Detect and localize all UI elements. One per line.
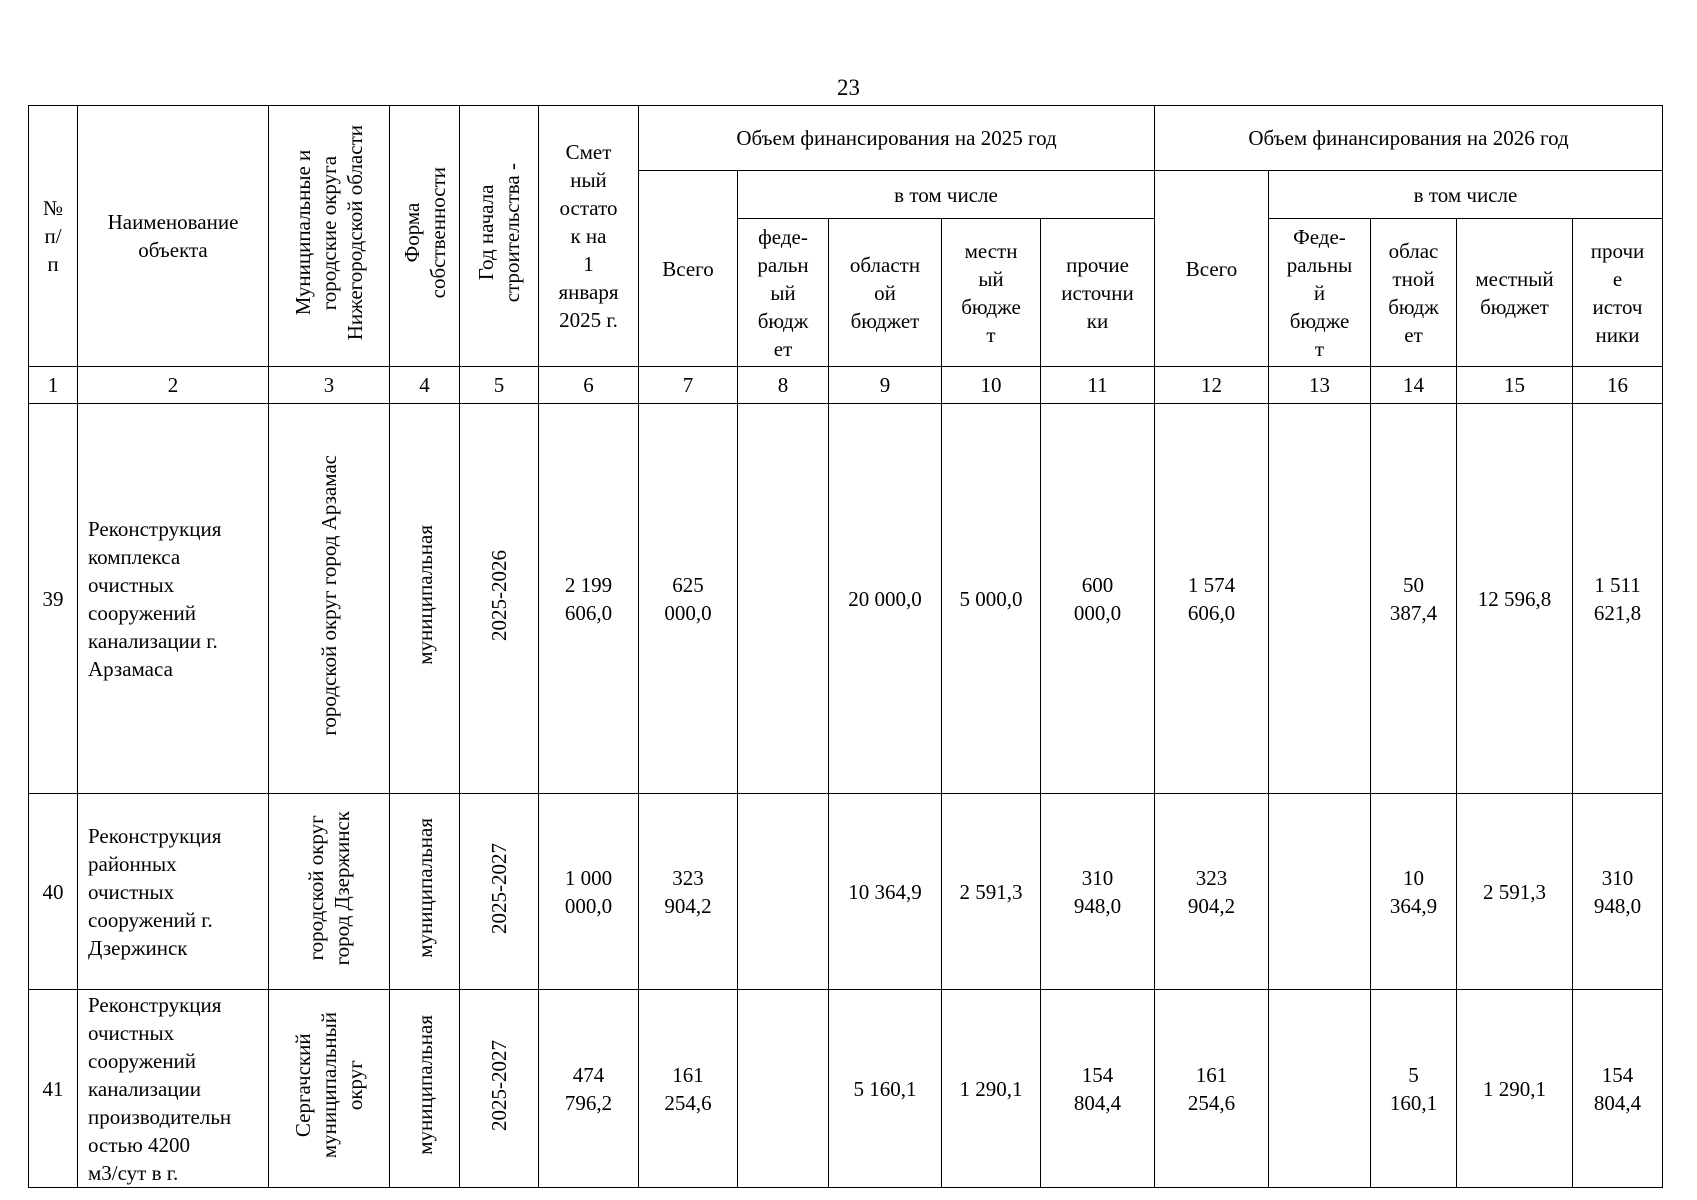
year-cell — [460, 404, 539, 794]
header-col-start-year — [460, 106, 539, 367]
estimate-value: 474 796,2 — [539, 990, 639, 1188]
federal-2026-value — [1269, 404, 1371, 794]
total-2025-value: 625 000,0 — [639, 404, 738, 794]
municipality-label: городской округ город Дзержинск — [304, 810, 354, 966]
regional-2025-value: 20 000,0 — [829, 404, 942, 794]
header-other-2026: прочи е источ ники — [1573, 219, 1663, 367]
header-local-2025: местн ый бюдже т — [942, 219, 1041, 367]
year-label: 2025-2027 — [487, 1039, 511, 1131]
header-col-number: № п/ п — [29, 106, 78, 367]
column-number: 6 — [539, 367, 639, 404]
other-2026-value: 1 511 621,8 — [1573, 404, 1663, 794]
other-2025-value: 154 804,4 — [1041, 990, 1155, 1188]
column-number: 7 — [639, 367, 738, 404]
header-col-ownership — [390, 106, 460, 367]
object-name: Реконструкция очистных сооружений канализации производительн остью 4200 м3/сут в г. — [78, 990, 269, 1188]
header-local-2026: местный бюджет — [1457, 219, 1573, 367]
header-total-2025: Всего — [639, 171, 738, 367]
column-number: 4 — [390, 367, 460, 404]
header-regional-2025: областн ой бюджет — [829, 219, 942, 367]
financing-table — [28, 105, 1663, 1188]
other-2025-value: 310 948,0 — [1041, 794, 1155, 990]
local-2025-value: 2 591,3 — [942, 794, 1041, 990]
header-including-2026: в том числе — [1269, 171, 1663, 219]
ownership-cell — [390, 404, 460, 794]
column-number: 9 — [829, 367, 942, 404]
year-label: 2025-2026 — [487, 549, 511, 641]
regional-2025-value: 10 364,9 — [829, 794, 942, 990]
column-number: 12 — [1155, 367, 1269, 404]
local-2026-value: 12 596,8 — [1457, 404, 1573, 794]
municipality-cell — [269, 990, 390, 1188]
local-2025-value: 5 000,0 — [942, 404, 1041, 794]
object-name: Реконструкция комплекса очистных сооружений канализации г. Арзамаса — [78, 404, 269, 794]
header-start-year-label: Год начала строительства - — [474, 162, 524, 303]
header-col-name: Наименование объекта — [78, 106, 269, 367]
header-col-municipality — [269, 106, 390, 367]
table-row — [29, 794, 1663, 990]
page-number: 23 — [837, 75, 860, 100]
regional-2026-value: 10 364,9 — [1371, 794, 1457, 990]
column-number: 10 — [942, 367, 1041, 404]
other-2025-value: 600 000,0 — [1041, 404, 1155, 794]
ownership-cell — [390, 990, 460, 1188]
other-2026-value: 310 948,0 — [1573, 794, 1663, 990]
header-row-1 — [29, 106, 1663, 171]
column-number: 11 — [1041, 367, 1155, 404]
column-number: 5 — [460, 367, 539, 404]
year-cell — [460, 990, 539, 1188]
header-including-2025: в том числе — [738, 171, 1155, 219]
header-group-2025: Объем финансирования на 2025 год — [639, 106, 1155, 171]
regional-2026-value: 50 387,4 — [1371, 404, 1457, 794]
municipality-cell — [269, 794, 390, 990]
row-number: 41 — [29, 990, 78, 1188]
column-number: 13 — [1269, 367, 1371, 404]
total-2026-value: 1 574 606,0 — [1155, 404, 1269, 794]
header-regional-2026: облас тной бюдж ет — [1371, 219, 1457, 367]
header-col-estimate: Смет ный остато к на 1 января 2025 г. — [539, 106, 639, 367]
municipality-cell — [269, 404, 390, 794]
header-ownership-label: Форма собственности — [399, 166, 450, 299]
column-number: 15 — [1457, 367, 1573, 404]
table-row — [29, 404, 1663, 794]
header-federal-2025: феде- ральн ый бюдж ет — [738, 219, 829, 367]
federal-2026-value — [1269, 990, 1371, 1188]
estimate-value: 2 199 606,0 — [539, 404, 639, 794]
total-2025-value: 323 904,2 — [639, 794, 738, 990]
ownership-label: муниципальная — [412, 525, 437, 665]
row-number: 39 — [29, 404, 78, 794]
total-2025-value: 161 254,6 — [639, 990, 738, 1188]
ownership-label: муниципальная — [412, 1015, 437, 1155]
header-total-2026: Всего — [1155, 171, 1269, 367]
total-2026-value: 161 254,6 — [1155, 990, 1269, 1188]
header-group-2026: Объем финансирования на 2026 год — [1155, 106, 1663, 171]
local-2025-value: 1 290,1 — [942, 990, 1041, 1188]
year-cell — [460, 794, 539, 990]
column-number: 2 — [78, 367, 269, 404]
column-number-row — [29, 367, 1663, 404]
column-number: 3 — [269, 367, 390, 404]
federal-2026-value — [1269, 794, 1371, 990]
municipality-label: городской округ город Арзамас — [317, 454, 341, 736]
ownership-label: муниципальная — [412, 818, 437, 958]
regional-2025-value: 5 160,1 — [829, 990, 942, 1188]
column-number: 14 — [1371, 367, 1457, 404]
federal-2025-value — [738, 794, 829, 990]
column-number: 1 — [29, 367, 78, 404]
regional-2026-value: 5 160,1 — [1371, 990, 1457, 1188]
local-2026-value: 2 591,3 — [1457, 794, 1573, 990]
other-2026-value: 154 804,4 — [1573, 990, 1663, 1188]
federal-2025-value — [738, 990, 829, 1188]
row-number: 40 — [29, 794, 78, 990]
object-name: Реконструкция районных очистных сооружений г. Дзержинск — [78, 794, 269, 990]
year-label: 2025-2027 — [487, 842, 511, 934]
local-2026-value: 1 290,1 — [1457, 990, 1573, 1188]
ownership-cell — [390, 794, 460, 990]
header-municipality-label: Муниципальные и городские округа Нижегородской области — [291, 124, 367, 341]
estimate-value: 1 000 000,0 — [539, 794, 639, 990]
table-row — [29, 990, 1663, 1188]
header-federal-2026: Феде- ральны й бюдже т — [1269, 219, 1371, 367]
municipality-label: Сергачский муниципальный округ — [291, 1011, 367, 1159]
column-number: 8 — [738, 367, 829, 404]
header-other-2025: прочие источни ки — [1041, 219, 1155, 367]
column-number: 16 — [1573, 367, 1663, 404]
total-2026-value: 323 904,2 — [1155, 794, 1269, 990]
federal-2025-value — [738, 404, 829, 794]
